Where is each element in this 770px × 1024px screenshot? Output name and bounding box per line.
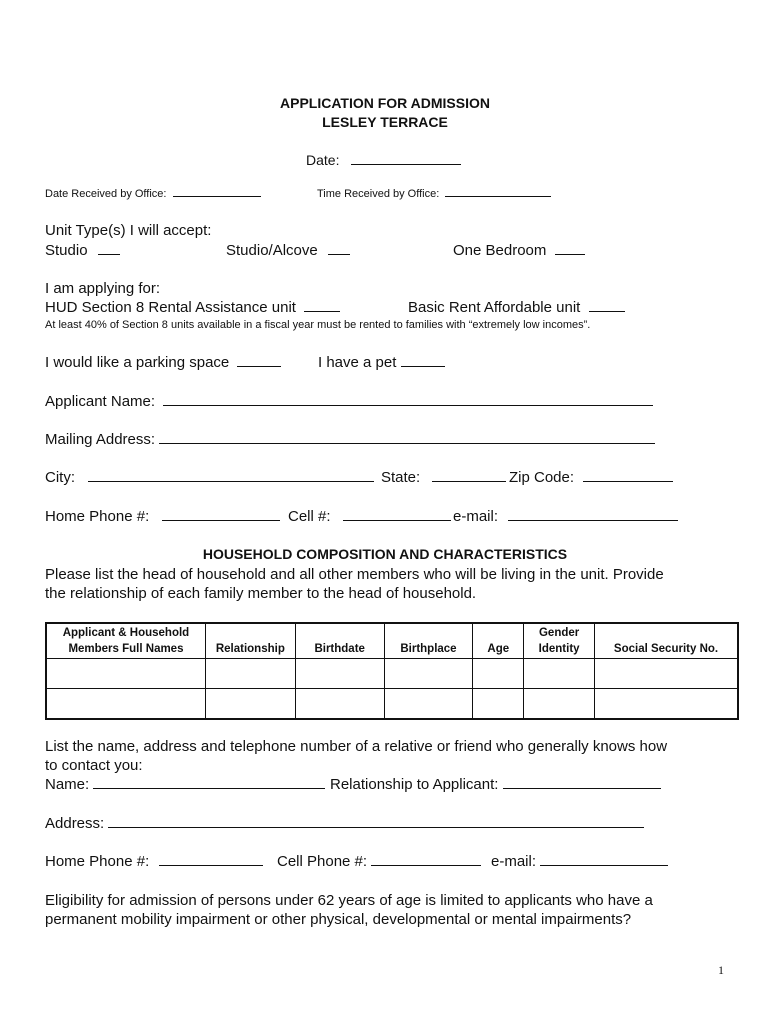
home-phone-line[interactable] — [162, 508, 280, 521]
contact-address-field[interactable] — [45, 815, 644, 832]
relationship-field[interactable] — [330, 776, 661, 793]
household-instructions-2: the relationship of each family member to the head of household. — [45, 585, 477, 602]
table-cell[interactable] — [295, 689, 384, 720]
col-header-ssn: Social Security No. — [595, 623, 738, 659]
page-number: 1 — [718, 963, 724, 977]
household-header-row — [46, 623, 738, 659]
cell-label: Cell #: — [288, 508, 331, 525]
zip-label: Zip Code: — [509, 469, 575, 486]
date-line[interactable] — [351, 152, 461, 165]
table-cell[interactable] — [473, 659, 524, 689]
contact-cell-line[interactable] — [371, 853, 481, 866]
table-cell[interactable] — [595, 659, 738, 689]
form-subtitle: LESLEY TERRACE — [322, 114, 448, 130]
contact-home-phone-line[interactable] — [159, 853, 263, 866]
mailing-address-field[interactable] — [45, 431, 655, 448]
one-bedroom-option[interactable] — [453, 242, 585, 259]
pet-field[interactable] — [318, 354, 445, 371]
table-cell[interactable] — [384, 659, 473, 689]
date-received-field[interactable] — [45, 187, 261, 200]
eligibility-line-2: permanent mobility impairment or other physical, developmental or mental impairments? — [45, 911, 632, 928]
table-row — [46, 659, 738, 689]
contact-cell-field[interactable] — [277, 853, 481, 870]
time-received-label: Time Received by Office: — [317, 188, 440, 200]
email-line[interactable] — [508, 508, 678, 521]
contact-name-label: Name: — [45, 776, 90, 793]
table-cell[interactable] — [384, 689, 473, 720]
cell-line[interactable] — [343, 508, 451, 521]
date-field[interactable] — [306, 152, 461, 168]
city-line[interactable] — [88, 469, 374, 482]
col-header-names: Applicant & Household Members Full Names — [46, 623, 205, 659]
date-received-label: Date Received by Office: — [45, 188, 167, 200]
hud-line[interactable] — [304, 299, 340, 312]
parking-label: I would like a parking space — [45, 354, 230, 371]
col-header-gender: Gender Identity — [524, 623, 595, 659]
col-header-age: Age — [473, 623, 524, 659]
pet-line[interactable] — [401, 354, 445, 367]
contact-address-label: Address: — [45, 815, 105, 832]
studio-line[interactable] — [98, 242, 120, 255]
table-cell[interactable] — [595, 689, 738, 720]
one-bedroom-label: One Bedroom — [453, 242, 547, 259]
contact-instructions-1: List the name, address and telephone number of a relative or friend who generally knows how — [45, 738, 668, 755]
state-label: State: — [381, 469, 421, 486]
date-received-line[interactable] — [173, 187, 261, 197]
city-label: City: — [45, 469, 75, 486]
section8-note: At least 40% of Section 8 units available in a fiscal year must be rented to families with “extremely low incomes”. — [45, 319, 591, 331]
col-header-birthdate: Birthdate — [295, 623, 384, 659]
household-table — [45, 622, 739, 720]
basic-rent-label: Basic Rent Affordable unit — [408, 299, 581, 316]
date-label: Date: — [306, 152, 340, 168]
applicant-name-label: Applicant Name: — [45, 393, 156, 410]
unit-types-heading: Unit Type(s) I will accept: — [45, 222, 212, 239]
email-field[interactable] — [453, 508, 678, 525]
table-cell[interactable] — [46, 659, 205, 689]
contact-email-label: e-mail: — [491, 853, 537, 870]
relationship-label: Relationship to Applicant: — [330, 776, 499, 793]
studio-label: Studio — [45, 242, 88, 259]
mailing-address-line[interactable] — [159, 431, 655, 444]
household-heading: HOUSEHOLD COMPOSITION AND CHARACTERISTICS — [202, 546, 568, 562]
contact-name-field[interactable] — [45, 776, 325, 793]
studio-option[interactable] — [45, 242, 120, 259]
basic-rent-option[interactable] — [408, 299, 625, 316]
form-title: APPLICATION FOR ADMISSION — [280, 95, 490, 111]
state-field[interactable] — [381, 469, 506, 486]
studio-alcove-label: Studio/Alcove — [226, 242, 318, 259]
hud-option[interactable] — [45, 299, 340, 316]
table-cell[interactable] — [524, 659, 595, 689]
studio-alcove-option[interactable] — [226, 242, 350, 259]
time-received-line[interactable] — [445, 187, 551, 197]
studio-alcove-line[interactable] — [328, 242, 350, 255]
applying-heading: I am applying for: — [45, 280, 161, 297]
city-field[interactable] — [45, 469, 374, 486]
contact-home-phone-label: Home Phone #: — [45, 853, 150, 870]
email-label: e-mail: — [453, 508, 499, 525]
contact-cell-label: Cell Phone #: — [277, 853, 368, 870]
contact-email-field[interactable] — [491, 853, 668, 870]
contact-home-phone-field[interactable] — [45, 853, 263, 870]
col-header-relationship: Relationship — [205, 623, 295, 659]
zip-field[interactable] — [509, 469, 673, 486]
parking-field[interactable] — [45, 354, 281, 371]
state-line[interactable] — [432, 469, 506, 482]
table-cell[interactable] — [524, 689, 595, 720]
zip-line[interactable] — [583, 469, 673, 482]
contact-name-line[interactable] — [93, 776, 325, 789]
household-instructions-1: Please list the head of household and all other members who will be living in the unit. Provide — [45, 566, 664, 583]
contact-address-line[interactable] — [108, 815, 644, 828]
home-phone-field[interactable] — [45, 508, 280, 525]
applicant-name-line[interactable] — [163, 393, 653, 406]
eligibility-line-1: Eligibility for admission of persons under 62 years of age is limited to applicants who have a — [45, 892, 653, 909]
table-cell[interactable] — [473, 689, 524, 720]
col-header-birthplace: Birthplace — [384, 623, 473, 659]
parking-line[interactable] — [237, 354, 281, 367]
pet-label: I have a pet — [318, 354, 397, 371]
mailing-address-label: Mailing Address: — [45, 431, 156, 448]
applicant-name-field[interactable] — [45, 393, 653, 410]
hud-label: HUD Section 8 Rental Assistance unit — [45, 299, 296, 316]
contact-email-line[interactable] — [540, 853, 668, 866]
relationship-line[interactable] — [503, 776, 661, 789]
basic-rent-line[interactable] — [589, 299, 625, 312]
table-cell[interactable] — [295, 659, 384, 689]
table-cell[interactable] — [46, 689, 205, 720]
time-received-field[interactable] — [317, 187, 551, 200]
table-cell[interactable] — [205, 689, 295, 720]
one-bedroom-line[interactable] — [555, 242, 585, 255]
contact-instructions-2: to contact you: — [45, 757, 143, 774]
table-row — [46, 689, 738, 720]
home-phone-label: Home Phone #: — [45, 508, 150, 525]
table-cell[interactable] — [205, 659, 295, 689]
cell-field[interactable] — [288, 508, 451, 525]
